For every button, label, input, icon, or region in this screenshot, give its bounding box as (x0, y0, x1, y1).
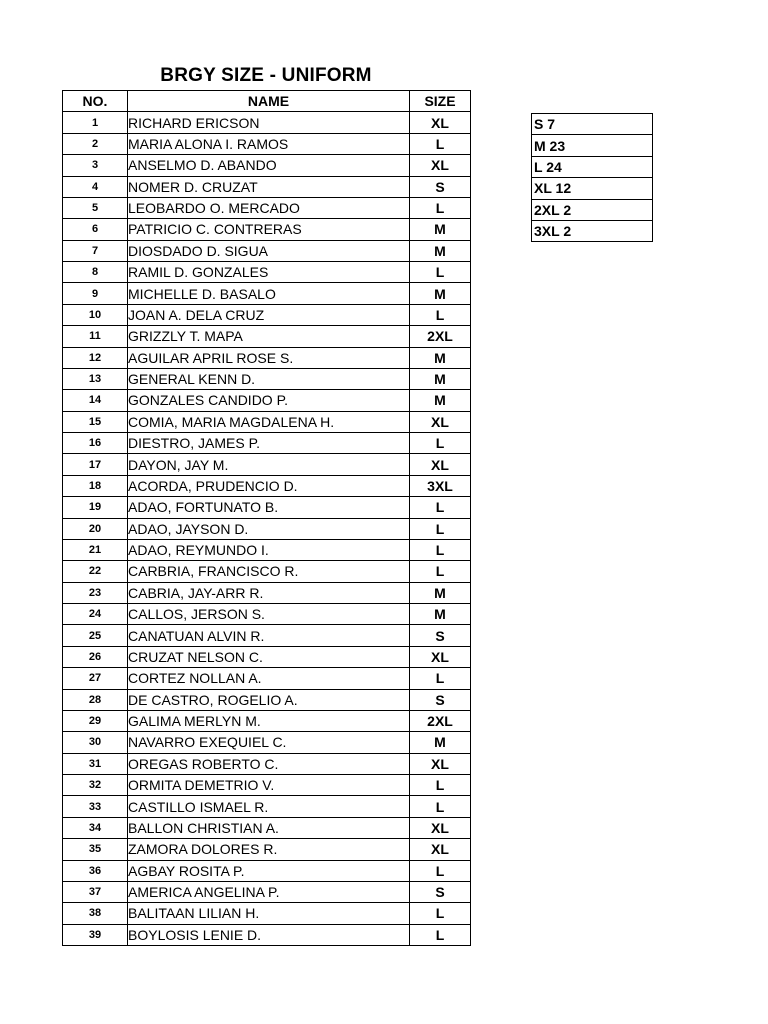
summary-count: S 7 (532, 114, 653, 135)
row-size: M (410, 368, 471, 389)
table-row (63, 881, 471, 902)
row-number: 27 (63, 668, 128, 689)
table-row (63, 710, 471, 731)
row-size: XL (410, 753, 471, 774)
row-size: S (410, 176, 471, 197)
row-name: RAMIL D. GONZALES (128, 262, 410, 283)
row-number: 21 (63, 539, 128, 560)
row-name: RICHARD ERICSON (128, 112, 410, 133)
summary-row (532, 199, 653, 220)
row-number: 36 (63, 860, 128, 881)
uniform-size-table (62, 90, 471, 946)
row-number: 34 (63, 817, 128, 838)
row-name: GONZALES CANDIDO P. (128, 390, 410, 411)
table-row (63, 176, 471, 197)
table-row (63, 775, 471, 796)
row-number: 12 (63, 347, 128, 368)
row-size: XL (410, 454, 471, 475)
summary-row (532, 156, 653, 177)
row-number: 31 (63, 753, 128, 774)
row-number: 19 (63, 497, 128, 518)
row-number: 35 (63, 839, 128, 860)
row-size: 2XL (410, 326, 471, 347)
table-row (63, 753, 471, 774)
table-row (63, 112, 471, 133)
row-size: 2XL (410, 710, 471, 731)
table-row (63, 561, 471, 582)
row-name: MARIA ALONA I. RAMOS (128, 133, 410, 154)
table-row (63, 454, 471, 475)
row-size: L (410, 197, 471, 218)
row-number: 26 (63, 646, 128, 667)
summary-count: 3XL 2 (532, 220, 653, 241)
row-name: CANATUAN ALVIN R. (128, 625, 410, 646)
row-name: DE CASTRO, ROGELIO A. (128, 689, 410, 710)
row-size: L (410, 518, 471, 539)
row-number: 13 (63, 368, 128, 389)
summary-count: L 24 (532, 156, 653, 177)
row-size: M (410, 347, 471, 368)
row-number: 39 (63, 924, 128, 945)
row-size: 3XL (410, 475, 471, 496)
row-number: 5 (63, 197, 128, 218)
row-name: CABRIA, JAY-ARR R. (128, 582, 410, 603)
row-name: BOYLOSIS LENIE D. (128, 924, 410, 945)
row-name: ADAO, REYMUNDO I. (128, 539, 410, 560)
row-size: L (410, 924, 471, 945)
row-size: M (410, 390, 471, 411)
row-number: 22 (63, 561, 128, 582)
row-number: 8 (63, 262, 128, 283)
row-name: ADAO, FORTUNATO B. (128, 497, 410, 518)
row-name: BALITAAN LILIAN H. (128, 903, 410, 924)
row-size: M (410, 732, 471, 753)
row-size: M (410, 283, 471, 304)
row-size: M (410, 240, 471, 261)
table-row (63, 689, 471, 710)
table-row (63, 368, 471, 389)
row-name: GENERAL KENN D. (128, 368, 410, 389)
row-size: L (410, 668, 471, 689)
row-number: 2 (63, 133, 128, 154)
row-name: DIOSDADO D. SIGUA (128, 240, 410, 261)
table-row (63, 475, 471, 496)
table-row (63, 518, 471, 539)
table-row (63, 625, 471, 646)
row-size: M (410, 582, 471, 603)
table-row (63, 283, 471, 304)
table-row (63, 860, 471, 881)
table-row (63, 924, 471, 945)
row-number: 6 (63, 219, 128, 240)
row-size: L (410, 433, 471, 454)
summary-row (532, 114, 653, 135)
row-number: 16 (63, 433, 128, 454)
row-name: AGUILAR APRIL ROSE S. (128, 347, 410, 368)
table-row (63, 347, 471, 368)
row-number: 1 (63, 112, 128, 133)
table-row (63, 903, 471, 924)
row-size: XL (410, 817, 471, 838)
row-size: M (410, 604, 471, 625)
table-row (63, 433, 471, 454)
row-number: 14 (63, 390, 128, 411)
row-size: XL (410, 112, 471, 133)
row-size: L (410, 860, 471, 881)
row-name: ZAMORA DOLORES R. (128, 839, 410, 860)
size-summary-table (531, 113, 653, 242)
row-size: XL (410, 155, 471, 176)
row-name: ACORDA, PRUDENCIO D. (128, 475, 410, 496)
table-row (63, 133, 471, 154)
row-number: 9 (63, 283, 128, 304)
row-number: 3 (63, 155, 128, 176)
row-size: L (410, 775, 471, 796)
row-name: NAVARRO EXEQUIEL C. (128, 732, 410, 753)
row-number: 32 (63, 775, 128, 796)
table-row (63, 817, 471, 838)
table-header-row (63, 91, 471, 112)
row-size: L (410, 539, 471, 560)
row-number: 15 (63, 411, 128, 432)
row-number: 17 (63, 454, 128, 475)
table-row (63, 646, 471, 667)
summary-count: XL 12 (532, 178, 653, 199)
column-header-name: NAME (128, 91, 410, 112)
table-row (63, 732, 471, 753)
summary-row (532, 178, 653, 199)
row-name: CARBRIA, FRANCISCO R. (128, 561, 410, 582)
row-name: DAYON, JAY M. (128, 454, 410, 475)
table-row (63, 539, 471, 560)
row-number: 38 (63, 903, 128, 924)
row-number: 37 (63, 881, 128, 902)
row-size: S (410, 689, 471, 710)
row-name: CASTILLO ISMAEL R. (128, 796, 410, 817)
row-size: L (410, 903, 471, 924)
row-size: S (410, 625, 471, 646)
row-size: L (410, 304, 471, 325)
row-name: ANSELMO D. ABANDO (128, 155, 410, 176)
summary-body (532, 114, 653, 242)
row-size: L (410, 262, 471, 283)
table-row (63, 604, 471, 625)
summary-count: M 23 (532, 135, 653, 156)
table-row (63, 326, 471, 347)
row-number: 10 (63, 304, 128, 325)
row-number: 23 (63, 582, 128, 603)
row-number: 29 (63, 710, 128, 731)
row-size: M (410, 219, 471, 240)
row-number: 20 (63, 518, 128, 539)
row-name: AGBAY ROSITA P. (128, 860, 410, 881)
row-name: JOAN A. DELA CRUZ (128, 304, 410, 325)
table-row (63, 411, 471, 432)
summary-count: 2XL 2 (532, 199, 653, 220)
row-size: XL (410, 646, 471, 667)
row-name: ORMITA DEMETRIO V. (128, 775, 410, 796)
row-name: CALLOS, JERSON S. (128, 604, 410, 625)
row-name: GRIZZLY T. MAPA (128, 326, 410, 347)
row-number: 30 (63, 732, 128, 753)
table-row (63, 155, 471, 176)
row-name: ADAO, JAYSON D. (128, 518, 410, 539)
row-name: NOMER D. CRUZAT (128, 176, 410, 197)
row-name: COMIA, MARIA MAGDALENA H. (128, 411, 410, 432)
row-number: 18 (63, 475, 128, 496)
page-title: BRGY SIZE - UNIFORM (160, 65, 372, 86)
table-row (63, 219, 471, 240)
row-number: 24 (63, 604, 128, 625)
table-body (63, 112, 471, 946)
table-row (63, 240, 471, 261)
row-name: OREGAS ROBERTO C. (128, 753, 410, 774)
column-header-size: SIZE (410, 91, 471, 112)
table-row (63, 839, 471, 860)
table-row (63, 582, 471, 603)
table-row (63, 390, 471, 411)
row-size: L (410, 497, 471, 518)
summary-row (532, 220, 653, 241)
row-size: L (410, 133, 471, 154)
row-number: 4 (63, 176, 128, 197)
row-name: MICHELLE D. BASALO (128, 283, 410, 304)
row-number: 11 (63, 326, 128, 347)
summary-row (532, 135, 653, 156)
row-name: BALLON CHRISTIAN A. (128, 817, 410, 838)
row-name: LEOBARDO O. MERCADO (128, 197, 410, 218)
row-size: XL (410, 411, 471, 432)
row-size: L (410, 561, 471, 582)
row-name: GALIMA MERLYN M. (128, 710, 410, 731)
row-name: PATRICIO C. CONTRERAS (128, 219, 410, 240)
row-number: 7 (63, 240, 128, 261)
row-name: AMERICA ANGELINA P. (128, 881, 410, 902)
row-name: CRUZAT NELSON C. (128, 646, 410, 667)
row-number: 33 (63, 796, 128, 817)
row-size: S (410, 881, 471, 902)
row-size: L (410, 796, 471, 817)
row-name: DIESTRO, JAMES P. (128, 433, 410, 454)
table-row (63, 304, 471, 325)
table-row (63, 262, 471, 283)
table-row (63, 796, 471, 817)
table-row (63, 668, 471, 689)
row-number: 25 (63, 625, 128, 646)
table-row (63, 197, 471, 218)
row-size: XL (410, 839, 471, 860)
row-name: CORTEZ NOLLAN A. (128, 668, 410, 689)
column-header-no: NO. (63, 91, 128, 112)
row-number: 28 (63, 689, 128, 710)
table-row (63, 497, 471, 518)
